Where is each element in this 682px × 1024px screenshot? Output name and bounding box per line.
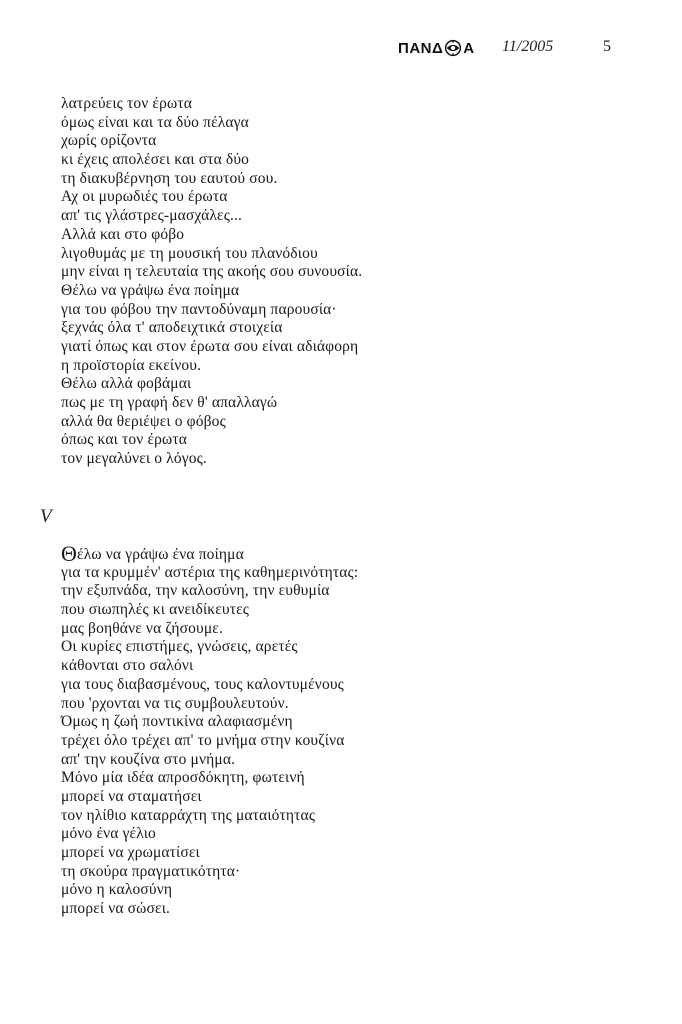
poem-line: η προϊστορία εκείνου. — [61, 356, 202, 374]
running-header — [0, 37, 682, 61]
poem-line: Θέλω να γράψω ένα ποίημα — [61, 281, 240, 299]
initial-capital: Θ — [61, 541, 78, 566]
poem-line: για τα κρυμμέν' αστέρια της καθημερινότητας: — [61, 563, 359, 581]
poem-line: μας βοηθάνε να ζήσουμε. — [61, 619, 223, 637]
poem-line: τον μεγαλύνει ο λόγος. — [61, 450, 207, 468]
poem-line: μπορεί να χρωματίσει — [61, 844, 200, 861]
section-numeral: V — [40, 506, 52, 527]
poem-line: που 'ρχονται να τις συμβουλευτούν. — [61, 694, 289, 712]
poem-line: την εξυπνάδα, την καλοσύνη, την ευθυμία — [61, 582, 330, 600]
poem-line: όπως και τον έρωτα — [61, 431, 187, 449]
poem-line: κι έχεις απολέσει και στα δύο — [61, 151, 250, 169]
page-number: 5 — [603, 38, 611, 55]
poem-line: μόνο η καλοσύνη — [61, 881, 173, 899]
poem-line: Οι κυρίες επιστήμες, γνώσεις, αρετές — [61, 638, 298, 656]
poem-line: αλλά θα θεριέψει ο φόβος — [61, 412, 226, 430]
poem-line: λατρεύεις τον έρωτα — [61, 95, 192, 112]
issue-date: 11/2005 — [502, 38, 554, 55]
poem-line: όμως είναι και τα δύο πέλαγα — [61, 113, 249, 131]
journal-brand — [398, 39, 475, 57]
poem-line: απ' την κουζίνα στο μνήμα. — [61, 750, 236, 768]
poem-line: χωρίς ορίζοντα — [61, 132, 157, 150]
poem-line: για του φόβου την παντοδύναμη παρουσία· — [61, 300, 337, 318]
poem-line: μόνο ένα γέλιο — [61, 825, 156, 843]
poem-line: Όμως η ζωή ποντικίνα αλαφιασμένη — [61, 713, 293, 731]
poem-line: που σιωπηλές κι ανειδίκευτες — [61, 601, 250, 619]
poem-line: μπορεί να σώσει. — [61, 900, 171, 918]
poem-line: λιγοθυμάς με τη μουσική του πλανόδιου — [61, 244, 318, 262]
pandora-eye-logo-icon — [444, 39, 462, 57]
poem-line: Αλλά και στο φόβο — [61, 225, 185, 243]
poem-line: μην είναι η τελευταία της ακοής σου συνουσία. — [61, 263, 363, 281]
poem-line: Αχ οι μυρωδιές του έρωτα — [61, 188, 228, 206]
poem-line: τη διακυβέρνηση του εαυτού σου. — [61, 169, 278, 187]
poem-line: τη σκούρα πραγματικότητα· — [61, 862, 241, 880]
poem-line: πως με τη γραφή δεν θ' απαλλαγώ — [61, 394, 278, 411]
poem-first-line — [61, 541, 358, 566]
poem-line: μπορεί να σταματήσει — [61, 787, 202, 805]
poem-line: Μόνο μία ιδέα απροσδόκητη, φωτεινή — [61, 769, 305, 787]
poem-line: απ' τις γλάστρες-μασχάλες... — [61, 207, 243, 225]
poem-stanza-1 — [61, 95, 362, 469]
poem-line: Θέλω αλλά φοβάμαι — [61, 375, 192, 393]
poem-line: τον ηλίθιο καταρράχτη της ματαιότητας — [61, 806, 316, 824]
poem-line: γιατί όπως και στον έρωτα σου είναι αδιάφορη — [61, 337, 359, 355]
poem-line: κάθονται στο σαλόνι — [61, 657, 194, 675]
poem-line: ξεχνάς όλα τ' αποδειχτικά στοιχεία — [61, 319, 283, 337]
poem-line: για τους διαβασμένους, τους καλοντυμένους — [61, 675, 344, 693]
brand-text-right: Α — [463, 39, 475, 57]
poem-first-line-rest: έλω να γράψω ένα ποίημα — [77, 546, 244, 563]
poem-line: τρέχει όλο τρέχει απ' το μνήμα στην κουζίνα — [61, 731, 345, 749]
brand-text-left: ΠΑΝΔ — [398, 39, 444, 57]
poem-stanza-2 — [61, 541, 359, 919]
